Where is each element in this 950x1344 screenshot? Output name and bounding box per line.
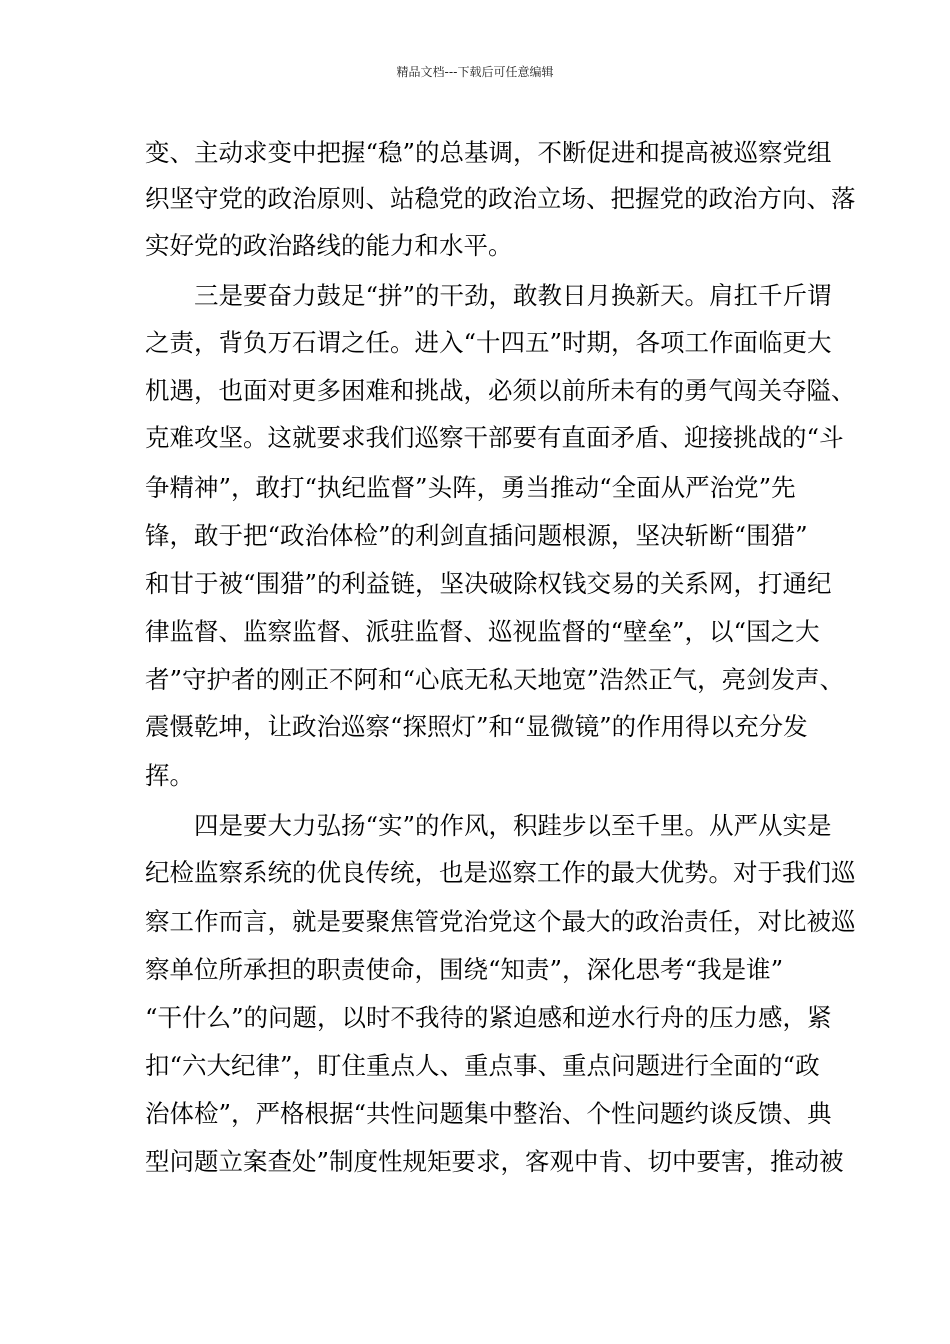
body-line: 克难攻坚。这就要求我们巡察干部要有直面矛盾、迎接挑战的“斗	[145, 423, 844, 452]
body-line: 实好党的政治路线的能力和水平。	[145, 231, 513, 260]
body-line: 织坚守党的政治原则、站稳党的政治立场、把握党的政治方向、落	[145, 184, 856, 213]
body-line: 争精神”，敢打“执纪监督”头阵，勇当推动“全面从严治党”先	[145, 473, 796, 502]
body-line: 之责，背负万石谓之任。进入“十四五”时期，各项工作面临更大	[145, 328, 832, 357]
body-line: 察单位所承担的职责使命，围绕“知责”，深化思考“我是谁”	[145, 955, 784, 984]
body-line: 者”守护者的刚正不阿和“心底无私天地宽”浩然正气，亮剑发声、	[145, 665, 845, 694]
body-line: 察工作而言，就是要聚焦管党治党这个最大的政治责任，对比被巡	[145, 907, 856, 936]
body-line: 和甘于被“围猎”的利益链，坚决破除权钱交易的关系网，打通纪	[145, 569, 832, 598]
body-line: 纪检监察系统的优良传统，也是巡察工作的最大优势。对于我们巡	[145, 858, 856, 887]
body-line: 治体检”，严格根据“共性问题集中整治、个性问题约谈反馈、典	[145, 1099, 832, 1128]
body-line: 震慑乾坤，让政治巡察“探照灯”和“显微镜”的作用得以充分发	[145, 712, 808, 741]
body-line: “干什么”的问题，以时不我待的紧迫感和逆水行舟的压力感，紧	[145, 1003, 832, 1032]
body-line: 型问题立案查处”制度性规矩要求，客观中肯、切中要害，推动被	[145, 1147, 844, 1176]
body-line: 变、主动求变中把握“稳”的总基调，不断促进和提高被巡察党组	[145, 138, 832, 167]
page-header: 精品文档---下载后可任意编辑	[396, 65, 554, 79]
body-line: 律监督、监察监督、派驻监督、巡视监督的“壁垒”，以“国之大	[145, 617, 820, 646]
body-line: 机遇，也面对更多困难和挑战，必须以前所未有的勇气闯关夺隘、	[145, 376, 856, 405]
body-line: 扣“六大纪律”，盯住重点人、重点事、重点问题进行全面的“政	[145, 1051, 820, 1080]
paragraph-first-line: 三是要奋力鼓足“拼”的干劲，敢教日月换新天。肩扛千斤谓	[194, 281, 832, 310]
body-line: 锋，敢于把“政治体检”的利剑直插问题根源，坚决斩断“围猎”	[145, 521, 808, 550]
body-line: 挥。	[145, 761, 194, 790]
paragraph-first-line: 四是要大力弘扬“实”的作风，积跬步以至千里。从严从实是	[194, 811, 832, 840]
